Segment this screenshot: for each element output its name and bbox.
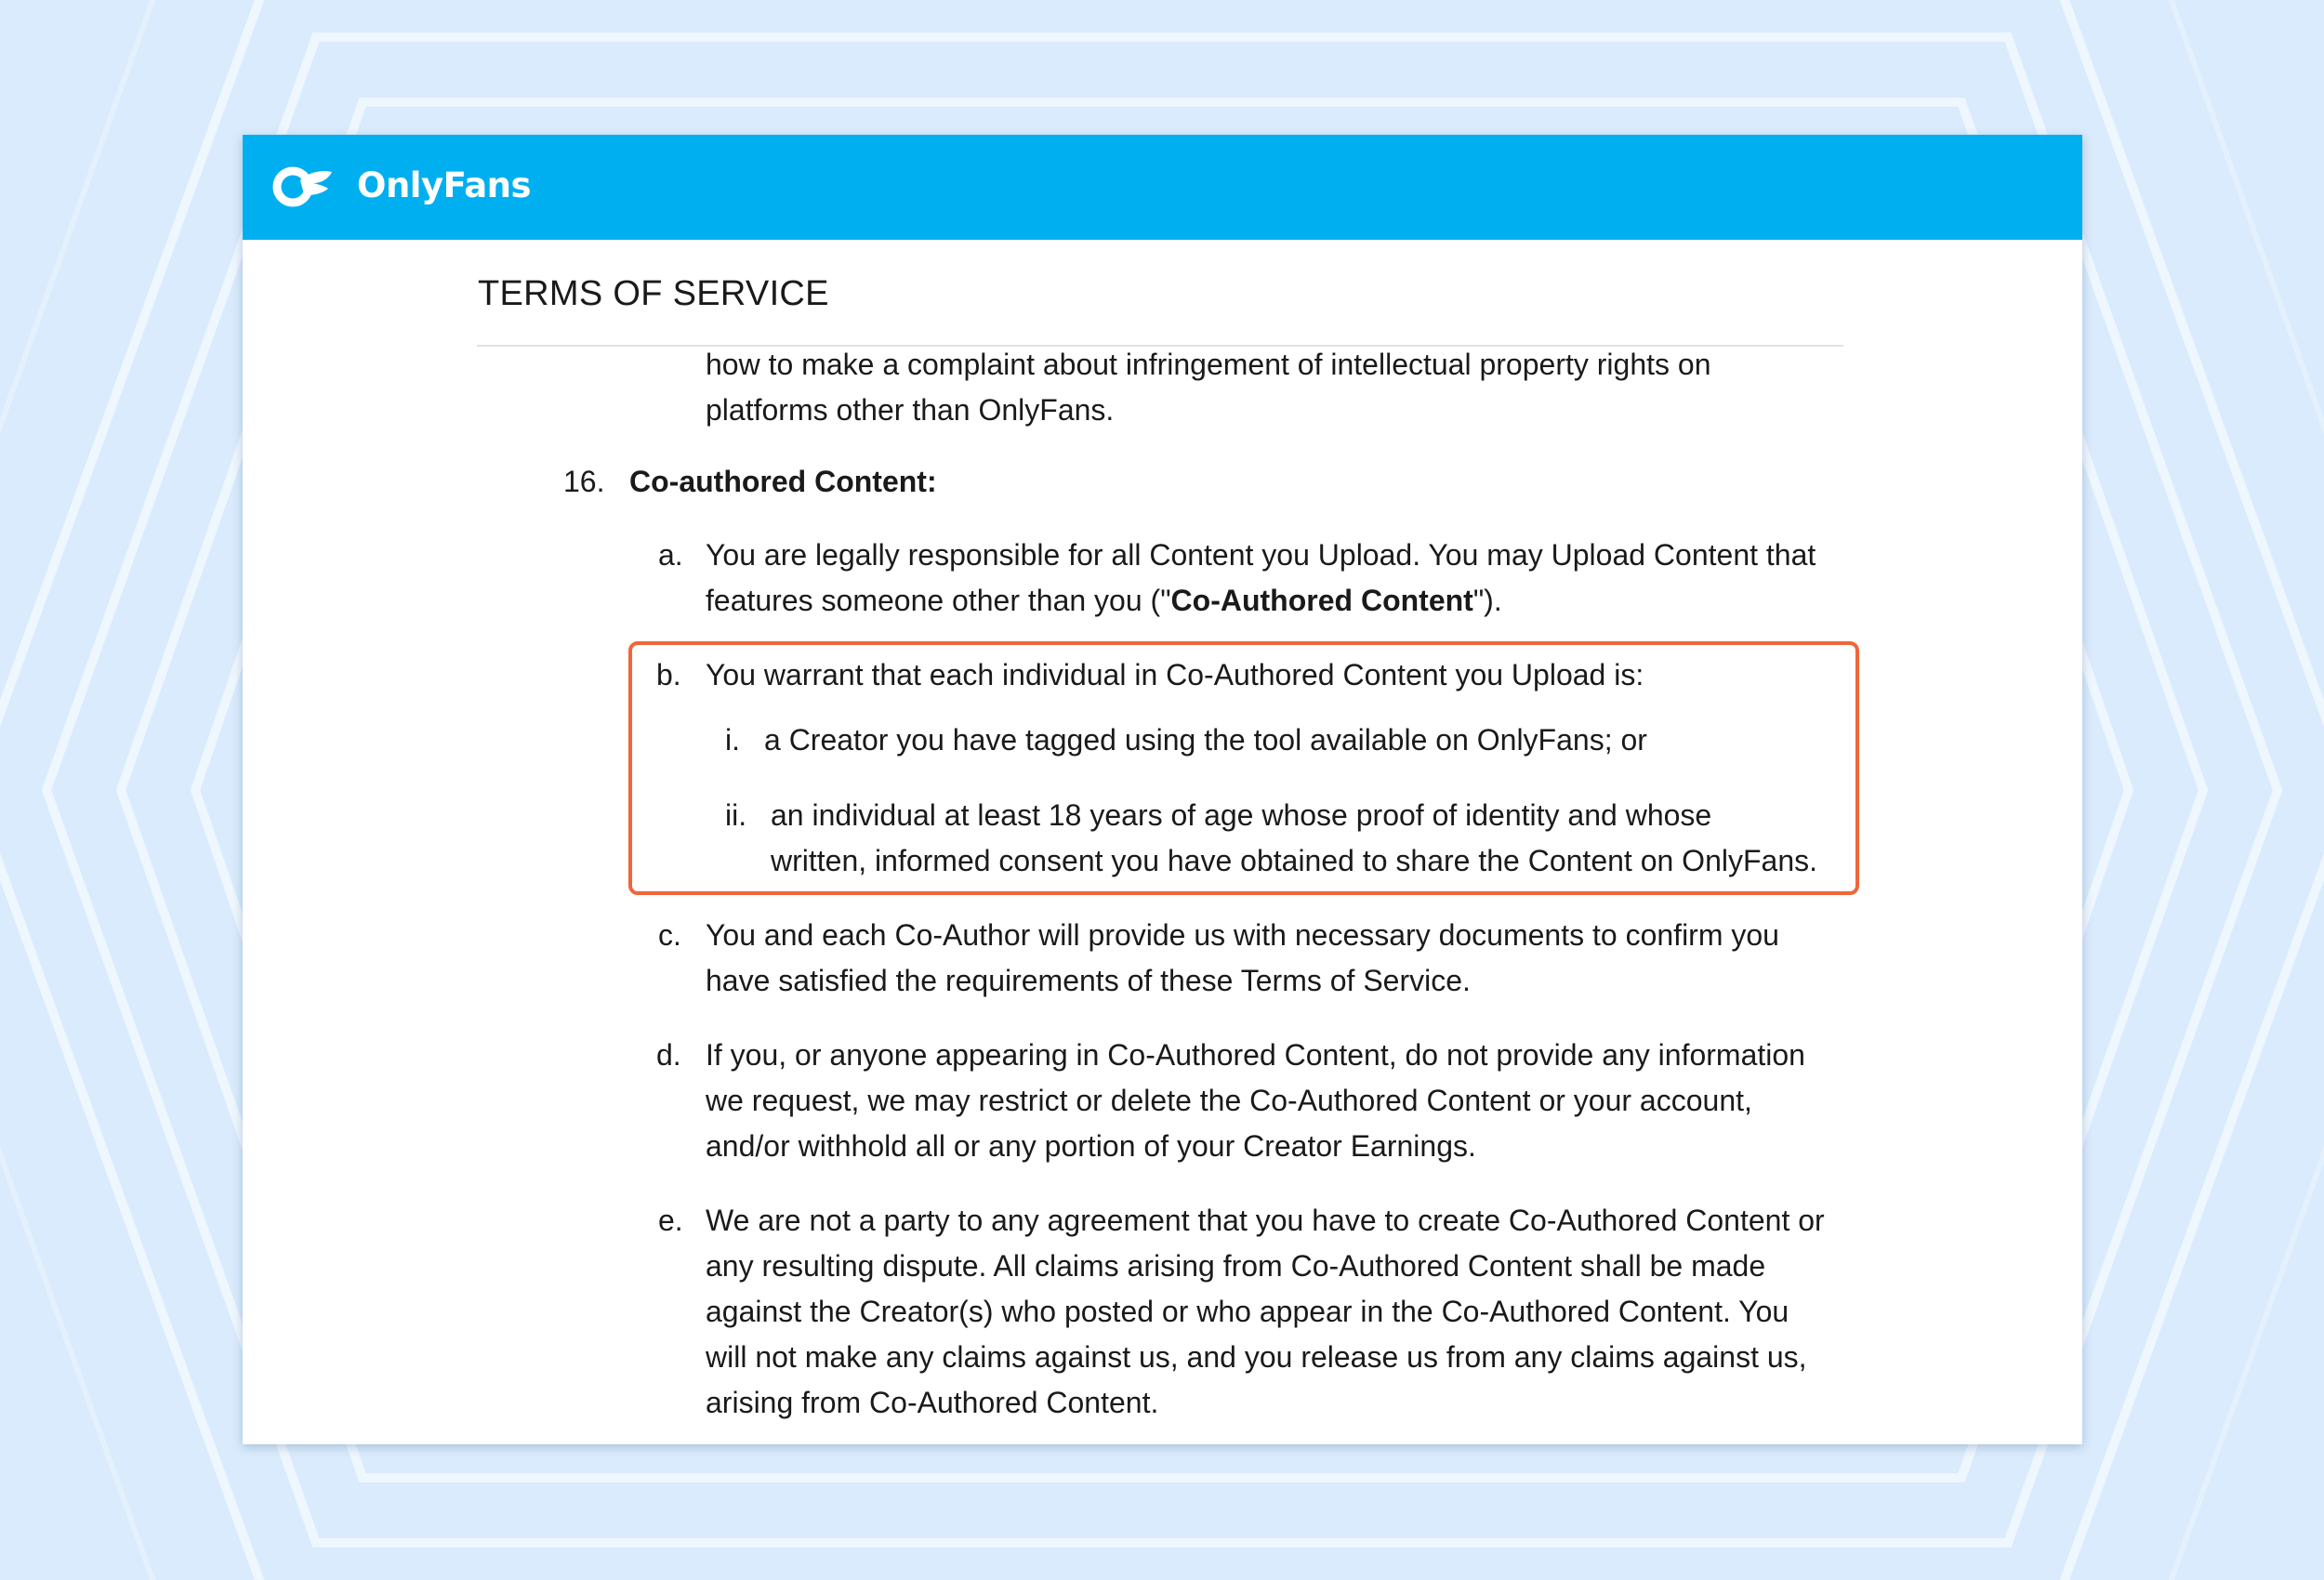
sublist-marker: i. <box>725 723 740 757</box>
sublist-item-text: a Creator you have tagged using the tool available on OnlyFans; or <box>764 723 1647 757</box>
sublist-item-text: written, informed consent you have obtained to share the Content on OnlyFans. <box>771 844 1817 877</box>
list-item-text: features someone other than you ("Co-Authored Content"). <box>706 584 1502 617</box>
list-marker: b. <box>656 658 681 691</box>
list-item-text: against the Creator(s) who posted or who appear in the Co-Authored Content. You <box>706 1295 1789 1328</box>
onlyfans-logo-icon[interactable] <box>272 166 332 207</box>
list-item-text: we request, we may restrict or delete the Co-Authored Content or your account, <box>706 1084 1752 1117</box>
sublist-marker: ii. <box>725 798 747 832</box>
list-marker: e. <box>658 1204 683 1237</box>
section-number: 16. <box>563 465 605 498</box>
list-marker: d. <box>656 1038 681 1072</box>
top-navigation-bar <box>243 135 2082 240</box>
list-item-text: You and each Co-Author will provide us with necessary documents to confirm you <box>706 918 1779 952</box>
intro-line: platforms other than OnlyFans. <box>706 393 1115 427</box>
list-item-text: If you, or anyone appearing in Co-Authored Content, do not provide any information <box>706 1038 1805 1072</box>
list-item-text: have satisfied the requirements of these Terms of Service. <box>706 964 1471 997</box>
defined-term: Co-Authored Content <box>1170 584 1473 617</box>
terms-document-card <box>243 135 2082 1444</box>
brand-name[interactable]: OnlyFans <box>357 165 532 205</box>
list-item-text: You are legally responsible for all Content you Upload. You may Upload Content that <box>706 538 1816 572</box>
sublist-item-text: an individual at least 18 years of age whose proof of identity and whose <box>771 798 1712 832</box>
list-item-text: You warrant that each individual in Co-Authored Content you Upload is: <box>706 658 1644 691</box>
list-item-text: any resulting dispute. All claims arising from Co-Authored Content shall be made <box>706 1249 1766 1283</box>
list-item-text: and/or withhold all or any portion of your Creator Earnings. <box>706 1129 1476 1163</box>
section-heading: Co-authored Content: <box>629 465 937 498</box>
list-marker: a. <box>658 538 683 572</box>
intro-line: how to make a complaint about infringement of intellectual property rights on <box>706 348 1711 381</box>
list-item-text: arising from Co-Authored Content. <box>706 1386 1159 1419</box>
list-item-text: We are not a party to any agreement that you have to create Co-Authored Content or <box>706 1204 1825 1237</box>
list-marker: c. <box>658 918 681 952</box>
page-title: TERMS OF SERVICE <box>478 274 829 313</box>
list-item-text: will not make any claims against us, and you release us from any claims against us, <box>706 1340 1807 1374</box>
